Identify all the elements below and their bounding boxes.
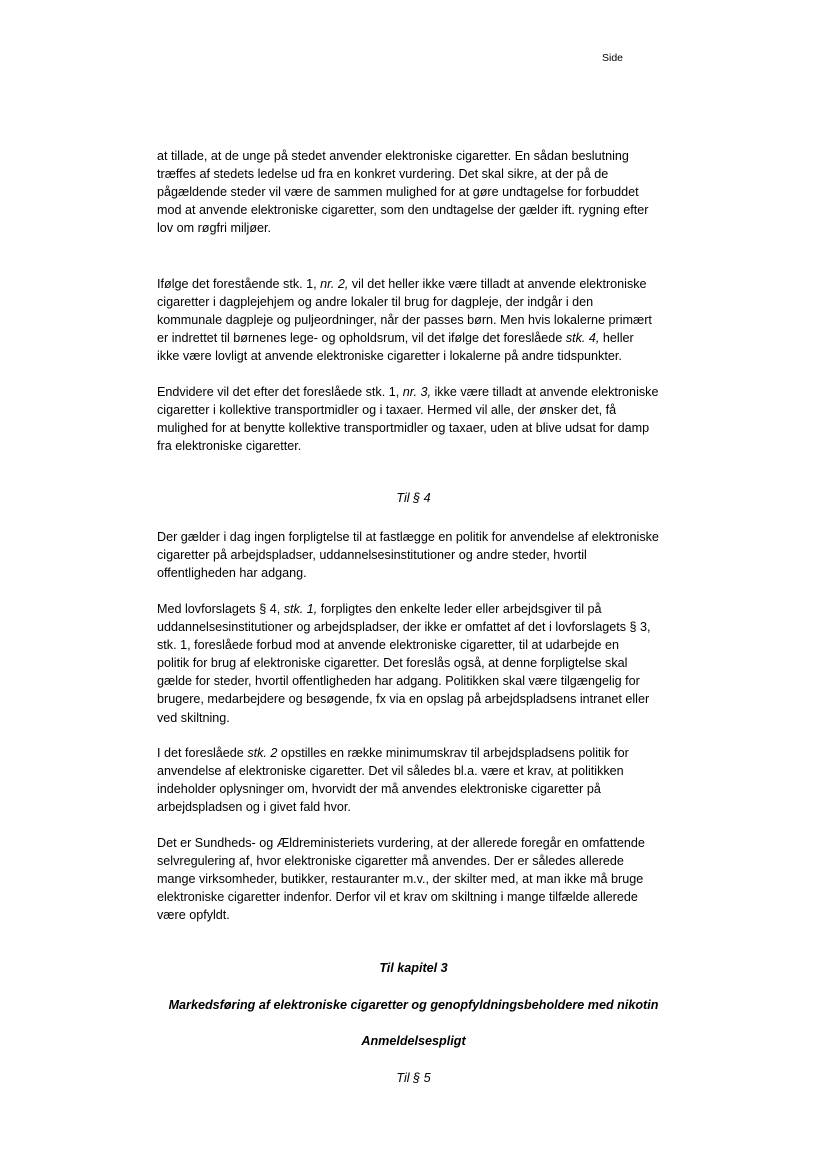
- paragraph-1: at tillade, at de unge på stedet anvender elektroniske cigaretter. En sådan beslutning træffes af stedets ledelse ud fra en konkret vurdering. Det skal sikre, at der på de pågældende steder vil være de sammen mulighed for at gøre undtagelse for forbuddet mod at anvende elektroniske cigaretter, som den undtagelse der gælder ift. rygning efter lov om røgfri miljøer.: [157, 149, 649, 236]
- heading-til-5: Til § 5: [396, 1071, 431, 1085]
- paragraph-3-text-a: Endvidere vil det efter det foreslåede stk. 1,: [157, 385, 403, 399]
- paragraph-7: Det er Sundheds- og Ældreministeriets vurdering, at der allerede foregår en omfattende selvregulering af, hvor elektroniske cigaretter må anvendes. Der er således allerede mange virksomheder, butikker, restauranter m.v., der skilter med, at man ikke må bruge elektroniske cigaretter indenfor. Derfor vil et krav om skiltning i mange tilfælde allerede være opfyldt.: [157, 836, 645, 923]
- paragraph-5: [157, 600, 677, 727]
- paragraph-2-text-a: Ifølge det forestående stk. 1,: [157, 277, 321, 291]
- paragraph-5-text-a: Med lovforslagets § 4,: [157, 602, 284, 616]
- paragraph-2-ref-stk4: stk. 4,: [565, 331, 600, 346]
- paragraph-5-text-b: forpligtes den enkelte leder eller arbejdsgiver til på uddannelsesinstitutioner og arbejdspladser, der ikke er omfattet af det i lovforslagets § 3, stk. 1, foreslåede forbud mod at anvende elektroniske cigaretter, til at udarbejde en politik for brug af elektroniske cigaretter. Det foreslås også, at denne forpligtelse skal gælde for steder, hvortil offentligheden har adgang. Politikken skal være tilgængelig for brugere, medarbejdere og besøgende, fx via en opslag på arbejdspladsens intranet eller ved skiltning.: [157, 602, 651, 725]
- heading-til-4: Til § 4: [396, 491, 431, 505]
- paragraph-6-text-b: opstilles en række minimumskrav til arbejdspladsens politik for anvendelse af elektroniske cigaretter. Det vil således bl.a. være et krav, at politikken indeholder oplysninger om, hvorvidt der må anvendes elektroniske cigaretter på arbejdspladsen og i givet fald hvor.: [157, 746, 629, 815]
- paragraph-6-text-a: I det foreslåede: [157, 746, 248, 760]
- heading-til-kapitel-3: Til kapitel 3: [379, 961, 448, 975]
- paragraph-2-text-b: vil det heller ikke være tilladt at anvende elektroniske cigaretter i dagplejehjem og andre lokaler til brug for dagpleje, der indgår i den kommunale dagpleje og puljeordninger, når der passes børn. Men hvis lokalerne primært er indrettet til børnenes lege- og opholdsrum, vil det ifølge det foreslåede: [157, 277, 652, 346]
- paragraph-5-ref-stk1: stk. 1,: [283, 602, 318, 616]
- paragraph-3-text-b: ikke være tilladt at anvende elektroniske cigaretter i kollektive transportmidler og i taxaer. Hermed vil alle, der ønsker det, få mulighed for at benytte kollektive transportmidler og taxaer, uden at blive udsat for damp fra elektroniske cigaretter.: [157, 385, 659, 454]
- page-header-label: Side: [602, 52, 624, 64]
- paragraph-6-ref-stk2: stk. 2: [247, 746, 278, 760]
- paragraph-4: Der gælder i dag ingen forpligtelse til at fastlægge en politik for anvendelse af elektroniske cigaretter på arbejdspladser, uddannelsesinstitutioner og andre steder, hvortil offentligheden har adgang.: [157, 530, 659, 581]
- paragraph-2-ref-nr2: nr. 2,: [320, 277, 349, 291]
- paragraph-3: [157, 383, 677, 455]
- paragraph-2: [157, 275, 677, 365]
- paragraph-2-text-c: heller ikke være lovligt at anvende elektroniske cigaretter i lokalerne på andre tidspunkter.: [157, 331, 634, 364]
- heading-anmeldelsespligt: Anmeldelsespligt: [361, 1034, 466, 1048]
- heading-markedsforing: Markedsføring af elektroniske cigaretter og genopfyldningsbeholdere med nikotin: [168, 998, 659, 1012]
- paragraph-3-ref-nr3: nr. 3,: [402, 385, 431, 399]
- paragraph-6: [157, 744, 677, 816]
